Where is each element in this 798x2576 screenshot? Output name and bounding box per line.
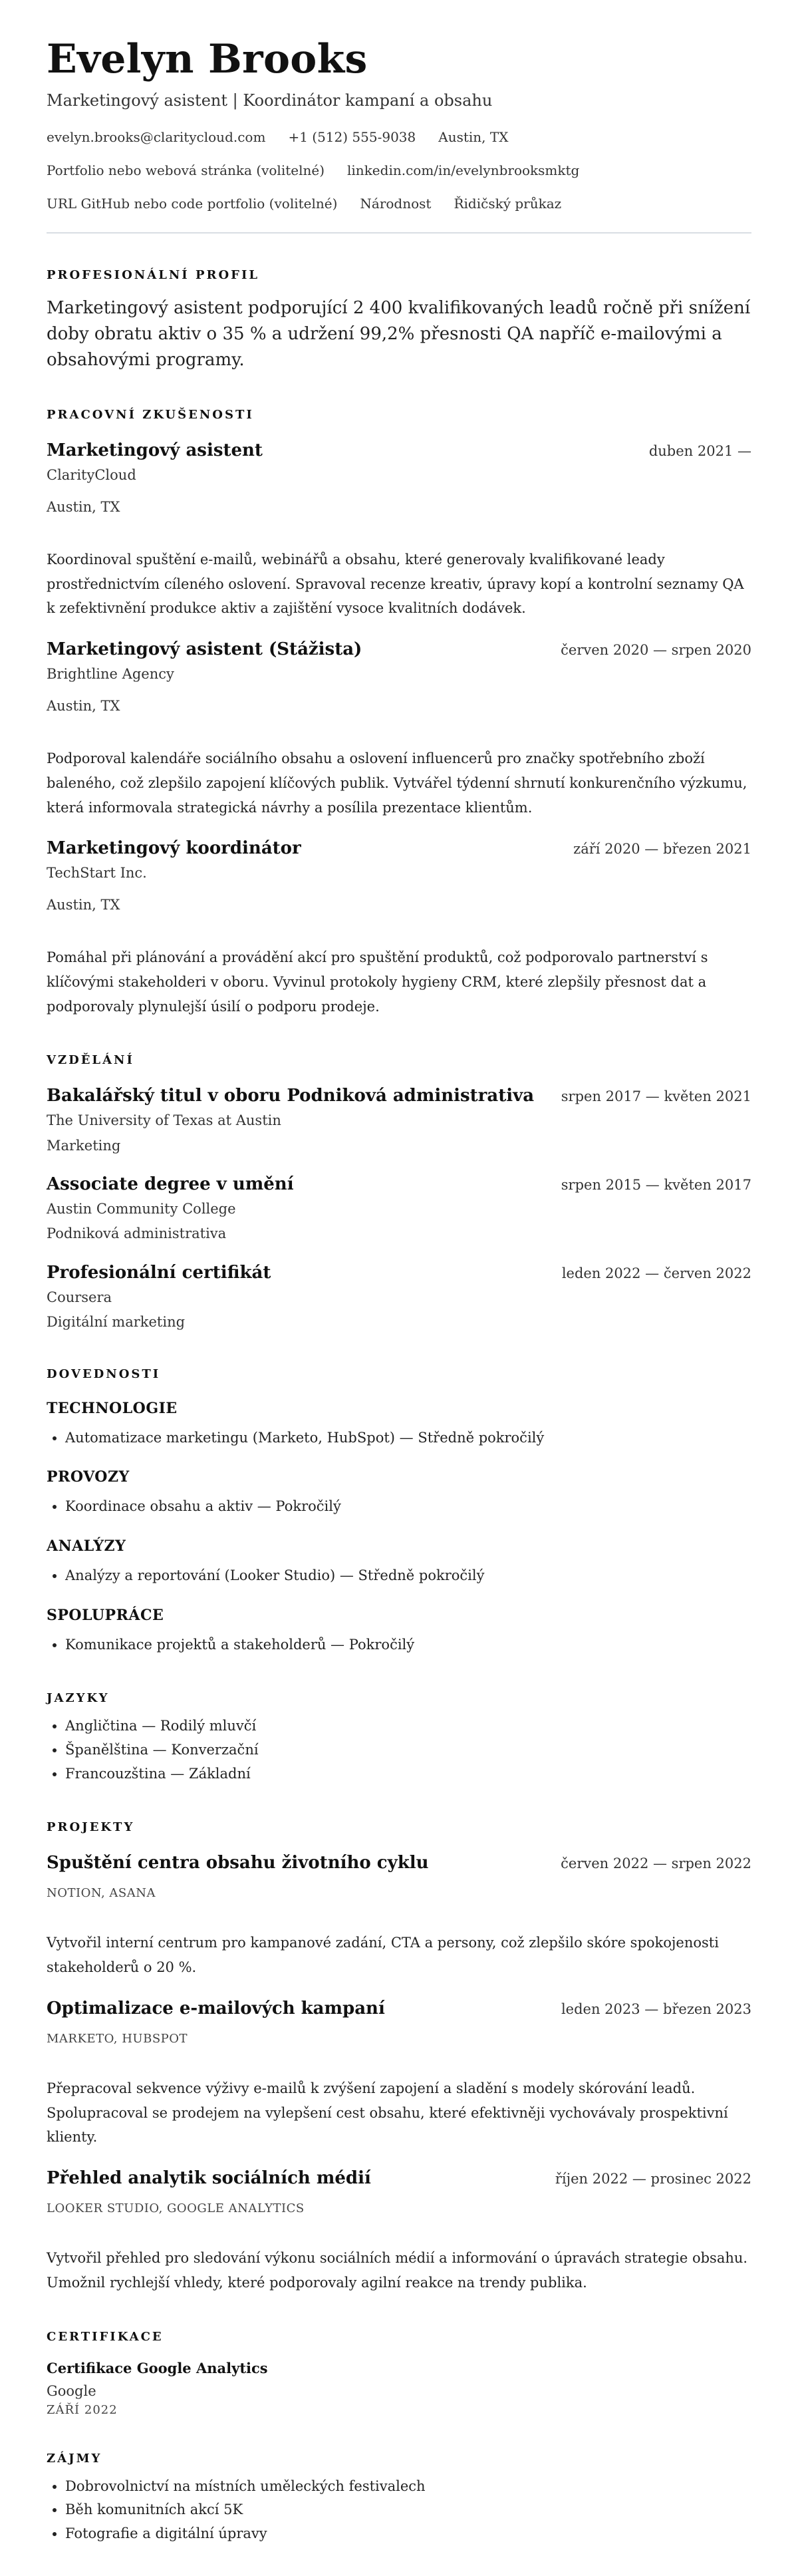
project-date: říjen 2022 — prosinec 2022 bbox=[555, 2171, 751, 2187]
school-name: The University of Texas at Austin bbox=[47, 1112, 281, 1129]
job-title: Marketingový asistent bbox=[47, 440, 263, 461]
degree-date: leden 2022 — červen 2022 bbox=[561, 1265, 751, 1281]
degree-title: Bakalářský titul v oboru Podniková administrativa bbox=[47, 1086, 535, 1106]
contact-email[interactable]: evelyn.brooks@claritycloud.com bbox=[47, 129, 266, 146]
candidate-name: Evelyn Brooks bbox=[47, 36, 368, 82]
contact-nationality: Národnost bbox=[360, 196, 432, 212]
section-title-projects: PROJEKTY bbox=[47, 1820, 135, 1835]
job-location: Austin, TX bbox=[47, 896, 120, 913]
job-title: Marketingový asistent (Stážista) bbox=[47, 639, 362, 660]
section-title-education: VZDĚLÁNÍ bbox=[47, 1053, 134, 1068]
language-item: • Španělština — Konverzační bbox=[65, 1738, 751, 1762]
degree-date: srpen 2017 — květen 2021 bbox=[561, 1088, 751, 1105]
experience-entry bbox=[47, 440, 751, 621]
interest-item: • Fotografie a digitální úpravy bbox=[65, 2522, 751, 2546]
headline: Marketingový asistent | Koordinátor kampaní a obsahu bbox=[47, 91, 493, 110]
contact-location: Austin, TX bbox=[438, 129, 509, 146]
project-name: Spuštění centra obsahu životního cyklu bbox=[47, 1853, 429, 1873]
job-title: Marketingový koordinátor bbox=[47, 838, 301, 859]
experience-entry bbox=[47, 838, 751, 1019]
job-description: Koordinoval spuštění e-mailů, webinářů a obsahu, které generovaly kvalifikované leady prostřednictvím cíleného oslovení. Spravoval recenze kreativ, úpravy kopí a kontrolní seznamy QA k zefektivnění produkce aktiv a zajištění vysoce kvalitních dodávek. bbox=[47, 551, 744, 617]
job-company: TechStart Inc. bbox=[47, 865, 147, 882]
project-description: Přepracoval sekvence výživy e-mailů k zvýšení zapojení a sladění s modely skórování leadů. Spolupracoval se prodejem na vylepšení cest obsahu, které efektivněji vychovávaly prospektivní klienty. bbox=[47, 2080, 728, 2146]
skill-item: • Komunikace projektů a stakeholderů — Pokročilý bbox=[65, 1633, 751, 1657]
cert-name: Certifikace Google Analytics bbox=[47, 2359, 268, 2376]
job-location: Austin, TX bbox=[47, 498, 120, 515]
cert-date: ZÁŘÍ 2022 bbox=[47, 2402, 118, 2417]
section-title-languages: JAZYKY bbox=[47, 1691, 110, 1706]
job-company: ClarityCloud bbox=[47, 467, 136, 484]
section-title-experience: PRACOVNÍ ZKUŠENOSTI bbox=[47, 408, 254, 422]
project-description: Vytvořil interní centrum pro kampanové zadání, CTA a persony, což zlepšilo skóre spokojenosti stakeholderů o 20 %. bbox=[47, 1935, 719, 1976]
education-entry bbox=[47, 1086, 751, 1156]
job-date: duben 2021 — bbox=[648, 443, 751, 460]
school-name: Coursera bbox=[47, 1289, 112, 1305]
skill-item: • Automatizace marketingu (Marketo, HubSpot) — Středně pokročilý bbox=[65, 1426, 751, 1450]
project-tools: NOTION, ASANA bbox=[47, 1886, 156, 1901]
job-date: červen 2020 — srpen 2020 bbox=[561, 642, 751, 659]
education-entry bbox=[47, 1174, 751, 1244]
degree-field: Podniková administrativa bbox=[47, 1225, 227, 1242]
experience-entry bbox=[47, 639, 751, 820]
contact-row bbox=[47, 128, 751, 146]
skill-item: • Analýzy a reportování (Looker Studio) — Středně pokročilý bbox=[65, 1564, 751, 1588]
job-company: Brightline Agency bbox=[47, 666, 174, 683]
header-divider bbox=[47, 232, 751, 234]
skill-group-title: PROVOZY bbox=[47, 1468, 130, 1486]
skill-list bbox=[47, 1633, 751, 1657]
job-description: Podporoval kalendáře sociálního obsahu a oslovení influencerů pro značky spotřebního zboží baleného, což zlepšilo zapojení klíčových publik. Vytvářel týdenní shrnutí konkurenčního výzkumu, která informovala strategická návrhy a posílila prezentace klientům. bbox=[47, 750, 747, 816]
project-description: Vytvořil přehled pro sledování výkonu sociálních médií a informování o úpravách strategie obsahu. Umožnil rychlejší vhledy, které podporovaly agilní reakce na trendy publika. bbox=[47, 2250, 748, 2291]
project-entry bbox=[47, 1999, 751, 2150]
language-item: • Francouzština — Základní bbox=[65, 1762, 751, 1786]
contact-linkedin[interactable]: linkedin.com/in/evelynbrooksmktg bbox=[347, 162, 580, 179]
skill-list bbox=[47, 1564, 751, 1588]
education-entry bbox=[47, 1263, 751, 1333]
degree-title: Profesionální certifikát bbox=[47, 1262, 271, 1283]
cert-issuer: Google bbox=[47, 2382, 96, 2399]
skill-group-title: TECHNOLOGIE bbox=[47, 1399, 178, 1417]
interest-item: • Dobrovolnictví na místních uměleckých festivalech bbox=[65, 2475, 751, 2499]
language-item: • Angličtina — Rodilý mluvčí bbox=[65, 1714, 751, 1738]
contact-row bbox=[47, 162, 751, 179]
contact-drivers-license: Řidičský průkaz bbox=[454, 196, 562, 212]
interest-list bbox=[47, 2475, 751, 2546]
job-date: září 2020 — březen 2021 bbox=[573, 841, 751, 858]
skill-list bbox=[47, 1426, 751, 1450]
language-list bbox=[47, 1714, 751, 1786]
project-name: Přehled analytik sociálních médií bbox=[47, 2168, 371, 2189]
degree-field: Marketing bbox=[47, 1137, 121, 1154]
skill-group-title: SPOLUPRÁCE bbox=[47, 1606, 164, 1624]
contact-row bbox=[47, 195, 751, 212]
skill-item: • Koordinace obsahu a aktiv — Pokročilý bbox=[65, 1495, 751, 1519]
section-title-skills: DOVEDNOSTI bbox=[47, 1367, 161, 1381]
degree-field: Digitální marketing bbox=[47, 1314, 186, 1331]
section-title-interests: ZÁJMY bbox=[47, 2451, 102, 2466]
degree-date: srpen 2015 — květen 2017 bbox=[561, 1177, 751, 1194]
contact-phone[interactable]: +1 (512) 555-9038 bbox=[288, 129, 416, 146]
section-title-profile: PROFESIONÁLNÍ PROFIL bbox=[47, 268, 260, 283]
project-tools: LOOKER STUDIO, GOOGLE ANALYTICS bbox=[47, 2201, 305, 2216]
skill-group-title: ANALÝZY bbox=[47, 1537, 126, 1555]
job-location: Austin, TX bbox=[47, 697, 120, 714]
interest-item: • Běh komunitních akcí 5K bbox=[65, 2498, 751, 2522]
section-title-certifications: CERTIFIKACE bbox=[47, 2329, 164, 2344]
school-name: Austin Community College bbox=[47, 1201, 236, 1217]
project-entry bbox=[47, 1853, 751, 1980]
project-entry bbox=[47, 2168, 751, 2295]
project-date: leden 2023 — březen 2023 bbox=[561, 2001, 751, 2017]
job-description: Pomáhal při plánování a provádění akcí pro spuštění produktů, což podporovalo partnerství s klíčovými stakeholderi v oboru. Vyvinul protokoly hygieny CRM, které zlepšily přesnost dat a podporovaly plynulejší úsilí o podporu prodeje. bbox=[47, 949, 708, 1015]
project-name: Optimalizace e-mailových kampaní bbox=[47, 1998, 385, 2018]
degree-title: Associate degree v umění bbox=[47, 1174, 294, 1195]
contact-portfolio[interactable]: Portfolio nebo webová stránka (volitelné) bbox=[47, 162, 325, 179]
profile-summary: Marketingový asistent podporující 2 400 kvalifikovaných leadů ročně při snížení doby obratu aktiv o 35 % a udržení 99,2% přesnosti QA napříč e-mailovými a obsahovými programy. bbox=[47, 298, 751, 371]
skill-list bbox=[47, 1495, 751, 1519]
project-tools: MARKETO, HUBSPOT bbox=[47, 2031, 188, 2046]
contact-github[interactable]: URL GitHub nebo code portfolio (volitelné) bbox=[47, 196, 338, 212]
project-date: červen 2022 — srpen 2022 bbox=[561, 1855, 751, 1872]
